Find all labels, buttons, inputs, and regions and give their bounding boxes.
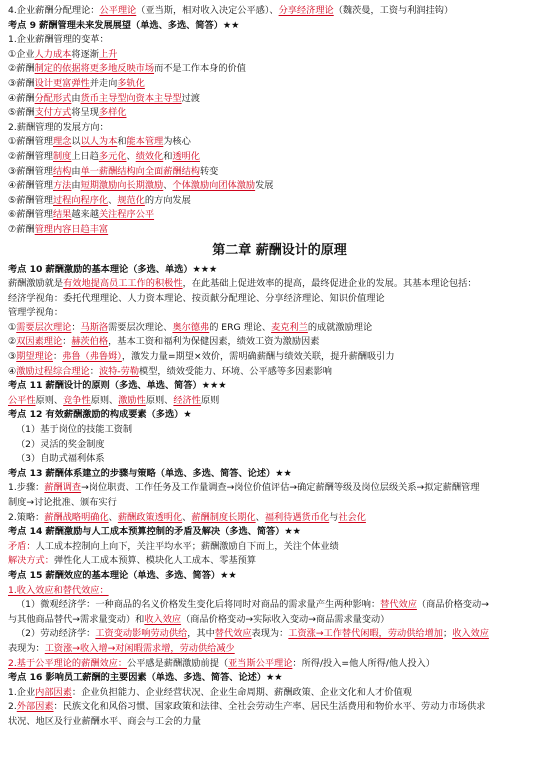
- highlighted-term: 赫茨伯格: [71, 336, 109, 348]
- text-segment: 、: [182, 511, 192, 523]
- highlighted-term: 双因素理论: [16, 336, 63, 348]
- text-segment: 状况、地区及行业薪酬水平、商会与工会的力量: [8, 715, 201, 727]
- text-segment: 和: [117, 136, 127, 148]
- text-line: [8, 438, 551, 453]
- text-line: [8, 150, 551, 165]
- text-segment: 越来越: [71, 209, 99, 221]
- text-segment: ③: [8, 351, 17, 363]
- highlighted-term: 单一薪酬结构向全面薪酬结构: [80, 165, 200, 177]
- section-heading: [8, 525, 551, 540]
- highlighted-term: 薪酬战略明确化: [44, 511, 109, 523]
- text-segment: 原则、: [35, 394, 64, 406]
- highlighted-term: 公平理论: [99, 5, 137, 16]
- text-segment: 模型，绩效受能力、环境、公平感等多因素影响: [139, 365, 332, 377]
- text-segment: 弹性化人工成本预算、模块化人工成本、零基预算: [53, 555, 257, 567]
- text-line: [8, 511, 551, 526]
- text-segment: 2.薪酬管理的发展方向：: [8, 121, 109, 133]
- text-segment: ⑤薪酬: [8, 107, 35, 119]
- text-line: [8, 700, 551, 715]
- text-line: [8, 496, 551, 511]
- text-line: [8, 686, 551, 701]
- text-segment: （魏茨曼，工资与利润挂钩）: [333, 5, 454, 16]
- text-line: [8, 554, 551, 569]
- highlighted-term: 激励性: [118, 394, 146, 406]
- text-segment: 1.企业薪酬管理的变革：: [8, 34, 109, 46]
- text-segment: ⑦薪酬: [8, 223, 35, 235]
- highlighted-term: 过程向程序化: [53, 194, 109, 206]
- text-segment: ②薪酬管理: [8, 150, 53, 162]
- highlighted-term: 分配形式: [34, 92, 72, 104]
- text-segment: 将呈现: [71, 107, 99, 119]
- text-line: [8, 321, 551, 336]
- text-line: [8, 350, 551, 365]
- text-line: [8, 106, 551, 121]
- text-segment: 考点 12 有效薪酬激励的构成要素（多选）★: [8, 409, 192, 421]
- text-segment: ，基本工资和福利为保健因素，绩效工资为激励因素: [108, 336, 320, 348]
- text-segment: 表现为：: [8, 642, 45, 654]
- text-segment: 人工成本控制向上向下，关注平均水平；薪酬激励自下而上，关注个体业绩: [35, 540, 339, 552]
- text-segment: ④薪酬管理: [8, 180, 53, 192]
- text-segment: ⑥薪酬管理: [8, 209, 53, 221]
- highlighted-term: 内部因素: [35, 686, 72, 698]
- section-heading: [8, 671, 551, 686]
- text-segment: （1）微观经济学：一种商品的名义价格发生变化后将同时对商品的需求量产生两种影响：: [16, 599, 381, 611]
- text-segment: ②: [8, 336, 17, 348]
- text-segment: 考点 11 薪酬设计的原则（多选、单选、简答）★★★: [8, 380, 227, 392]
- highlighted-term: 结构: [53, 165, 72, 177]
- highlighted-term: 多样化: [98, 107, 127, 119]
- highlighted-term: 社会化: [338, 511, 366, 523]
- text-segment: 的 ERG 理论、: [209, 321, 272, 333]
- text-segment: ①: [8, 321, 17, 333]
- highlighted-term: 替代效应: [380, 599, 417, 611]
- text-line: [8, 540, 551, 555]
- text-segment: 考点 15 薪酬效应的基本理论（单选、多选、简答）★★: [8, 569, 237, 581]
- text-segment: ，在此基础上促进效率的提高，最终促进企业的发展。其基本理论包括：: [182, 278, 477, 290]
- text-segment: ：所得/投入=他人所得/他人投入）: [292, 657, 435, 669]
- text-segment: （2）灵活的奖金制度: [16, 438, 105, 450]
- highlighted-term: 管理内容日趋丰富: [34, 223, 109, 235]
- text-line: [8, 335, 551, 350]
- text-segment: 发展: [255, 180, 274, 192]
- text-segment: 由: [71, 180, 81, 192]
- text-segment: ：: [89, 365, 99, 377]
- text-segment: 转变: [200, 165, 219, 177]
- text-segment: ，激发力量=期望×效价，需明确薪酬与绩效关联，提升薪酬吸引力: [121, 351, 395, 363]
- section-heading: [8, 569, 551, 584]
- text-segment: （1）基于岗位的技能工资制: [16, 424, 133, 436]
- highlighted-term: 制度: [53, 150, 72, 162]
- highlighted-term: 货币主导型向资本主导型: [80, 92, 182, 104]
- highlighted-term: 马斯洛: [80, 321, 109, 333]
- text-line: [8, 598, 551, 613]
- highlighted-term: 人力成本: [34, 48, 72, 60]
- text-segment: 管理学视角：: [8, 307, 64, 319]
- text-segment: 上日趋: [71, 150, 99, 162]
- text-line: [8, 62, 551, 77]
- text-segment: ，其中: [187, 628, 215, 640]
- text-segment: 和: [163, 150, 173, 162]
- text-segment: ④薪酬: [8, 92, 35, 104]
- highlighted-term: 福利待遇货币化: [264, 511, 330, 523]
- highlighted-term: 激励过程综合理论: [16, 365, 90, 377]
- highlighted-term: 分享经济理论: [278, 5, 334, 16]
- text-segment: 考点 9 薪酬管理未来发展展望（单选、多选、简答）★★: [8, 19, 240, 31]
- highlighted-term: 麦克利兰: [271, 321, 308, 333]
- highlighted-term: 透明化: [172, 150, 200, 162]
- chapter-title: [8, 240, 551, 262]
- text-line: [8, 33, 551, 48]
- text-segment: 由: [71, 165, 81, 177]
- text-segment: 原则、: [145, 394, 174, 406]
- highlighted-term: 规范化: [117, 194, 145, 206]
- highlighted-term: 1.收入效应和替代效应：: [8, 584, 109, 596]
- text-segment: ；: [443, 628, 453, 640]
- text-segment: 1.步骤：: [8, 482, 45, 494]
- text-segment: 第二章 薪酬设计的原理: [212, 242, 347, 258]
- highlighted-term: 短期激励向长期激励: [80, 180, 164, 192]
- text-segment: （亚当斯，相对收入决定公平感）、: [136, 5, 279, 16]
- highlighted-term: 亚当斯公平理论: [228, 657, 293, 669]
- text-segment: （商品价格变动→实际收入变动→商品需求量变动）: [181, 613, 390, 625]
- text-segment: 2.: [8, 701, 17, 713]
- text-segment: 、: [255, 511, 265, 523]
- highlighted-term: 工资涨→工作替代闲暇，劳动供给增加: [288, 628, 443, 640]
- text-line: [8, 452, 551, 467]
- highlighted-term: 经济性: [173, 394, 201, 406]
- text-segment: ：民族文化和风俗习惯、国家政策和法律、全社会劳动生产率、居民生活费用和物价水平、劳动力市场供求: [53, 701, 486, 713]
- text-segment: （2）劳动经济学：: [16, 628, 96, 640]
- text-segment: ③薪酬管理: [8, 165, 53, 177]
- text-segment: ④: [8, 365, 17, 377]
- highlighted-term: 公平性: [8, 394, 36, 406]
- text-segment: 考点 16 影响员工薪酬的主要因素（单选、多选、简答、论述）★★: [8, 672, 283, 684]
- text-segment: 的方向发展: [144, 194, 191, 206]
- text-segment: 、: [108, 511, 118, 523]
- highlighted-term: 设计更富弹性: [34, 77, 90, 89]
- highlighted-term: 替代效应: [214, 628, 252, 640]
- text-segment: 与: [329, 511, 339, 523]
- highlighted-term: 结果: [53, 209, 72, 221]
- highlighted-term: 薪酬政策透明化: [117, 511, 183, 523]
- highlighted-term: 需要层次理论: [16, 321, 72, 333]
- highlighted-term: 波特-劳勒: [98, 365, 140, 377]
- highlighted-term: 矛盾：: [8, 540, 36, 552]
- section-heading: [8, 263, 551, 278]
- highlighted-term: 理念: [53, 136, 72, 148]
- text-segment: ：: [62, 336, 72, 348]
- text-segment: 考点 10 薪酬激励的基本理论（多选、单选）★★★: [8, 263, 218, 275]
- text-segment: （商品价格变动→: [416, 599, 489, 611]
- section-heading: [8, 467, 551, 482]
- highlighted-term: 收入效应: [144, 613, 182, 625]
- text-segment: ⑤薪酬管理: [8, 194, 53, 206]
- text-segment: 1.企业: [8, 686, 36, 698]
- text-segment: 需要层次理论、: [108, 321, 173, 333]
- text-line: [8, 135, 551, 150]
- highlighted-term: 有效地提高员工工作的积极性: [63, 278, 183, 290]
- text-line: [8, 306, 551, 321]
- text-segment: 并走向: [89, 77, 118, 89]
- text-segment: 而不是工作本身的价值: [154, 63, 246, 75]
- section-heading: [8, 408, 551, 423]
- highlighted-term: 竞争性: [63, 394, 91, 406]
- text-segment: 为核心: [163, 136, 191, 148]
- text-line: [8, 481, 551, 496]
- text-line: [8, 277, 551, 292]
- text-line: [8, 223, 551, 238]
- text-segment: 、: [108, 194, 118, 206]
- text-line: [8, 4, 551, 19]
- text-segment: 4.企业薪酬分配理论：: [8, 5, 100, 16]
- text-segment: 表现为：: [251, 628, 289, 640]
- text-segment: 原则、: [90, 394, 119, 406]
- highlighted-term: 以人为本: [80, 136, 118, 148]
- highlighted-term: 外部因素: [16, 701, 54, 713]
- highlighted-term: 收入效应: [452, 628, 489, 640]
- highlighted-term: 2.基于公平理论的薪酬效应：: [8, 657, 128, 669]
- highlighted-term: 关注程序公平: [98, 209, 155, 221]
- highlighted-term: 支付方式: [34, 107, 72, 119]
- text-line: [8, 292, 551, 307]
- text-line: [8, 92, 551, 107]
- highlighted-term: 薪酬制度长期化: [191, 511, 256, 523]
- section-heading: [8, 19, 551, 34]
- text-segment: ：: [53, 351, 63, 363]
- text-segment: 经济学视角：委托代理理论、人力资本理论、按贡献分配理论、分享经济理论、知识价值理论: [8, 292, 385, 304]
- text-segment: 考点 13 薪酬体系建立的步骤与策略（单选、多选、简答、论述）★★: [8, 467, 292, 479]
- text-segment: （3）自助式福利体系: [16, 453, 105, 465]
- text-line: [8, 365, 551, 380]
- text-segment: 的成就激励理论: [307, 321, 373, 333]
- highlighted-term: 个体激励向团体激励: [172, 180, 256, 192]
- text-segment: 以: [71, 136, 81, 148]
- highlighted-term: 奥尔德弗: [172, 321, 210, 333]
- highlighted-term: 上升: [98, 48, 118, 60]
- text-line: [8, 627, 551, 642]
- text-segment: 考点 14 薪酬激励与人工成本预算控制的矛盾及解决（多选、简答）★★: [8, 526, 301, 538]
- highlighted-term: 工资涨→收入增→对闲暇需求增，劳动供给减少: [44, 642, 235, 654]
- text-segment: ③薪酬: [8, 77, 35, 89]
- highlighted-term: 方法: [53, 180, 72, 192]
- text-segment: ②薪酬: [8, 63, 35, 75]
- highlighted-term: 多元化: [98, 150, 127, 162]
- text-segment: 原则: [200, 394, 220, 406]
- highlighted-term: 期望理论: [16, 351, 53, 363]
- highlighted-term: 工资变动影响劳动供给: [95, 628, 188, 640]
- highlighted-term: 制定的依据将更多地反映市场: [34, 63, 155, 75]
- text-line: [8, 48, 551, 63]
- text-segment: 、: [126, 150, 136, 162]
- text-line: [8, 77, 551, 92]
- highlighted-term: 薪酬调查: [44, 482, 82, 494]
- text-segment: 薪酬激励就是: [8, 278, 64, 290]
- text-segment: 公平感是薪酬激励前提（: [127, 657, 229, 669]
- text-segment: 、: [163, 180, 173, 192]
- text-line: [8, 584, 551, 599]
- text-line: [8, 208, 551, 223]
- text-line: [8, 423, 551, 438]
- text-segment: 过渡: [181, 92, 200, 104]
- text-line: [8, 194, 551, 209]
- highlighted-term: 能本管理: [126, 136, 164, 148]
- highlighted-term: 弗鲁（弗鲁姆）: [62, 351, 122, 363]
- text-segment: ：: [71, 321, 81, 333]
- text-segment: 制度→讨论批准、颁布实行: [8, 497, 117, 508]
- text-line: [8, 165, 551, 180]
- text-segment: ：企业负担能力、企业经营状况、企业生命周期、薪酬政策、企业文化和人才价值观: [71, 686, 412, 698]
- text-line: [8, 613, 551, 628]
- text-segment: 与其他商品替代→需求量变动）和: [8, 613, 145, 625]
- text-line: [8, 121, 551, 136]
- text-segment: 由: [71, 92, 81, 104]
- text-line: [8, 179, 551, 194]
- text-segment: ①企业: [8, 48, 35, 60]
- highlighted-term: 多轨化: [117, 77, 145, 89]
- section-heading: [8, 379, 551, 394]
- text-line: [8, 642, 551, 657]
- text-segment: 2.策略：: [8, 511, 45, 523]
- highlighted-term: 解决方式：: [8, 555, 54, 567]
- text-line: [8, 394, 551, 409]
- text-segment: →岗位职责、工作任务及工作量调查→岗位价值评估→确定薪酬等级及岗位层级关系→拟定薪酬管理: [81, 482, 480, 494]
- highlighted-term: 绩效化: [135, 150, 164, 162]
- text-line: [8, 657, 551, 672]
- text-segment: ①薪酬管理: [8, 136, 53, 148]
- text-segment: 将逐渐: [71, 48, 99, 60]
- text-line: [8, 715, 551, 730]
